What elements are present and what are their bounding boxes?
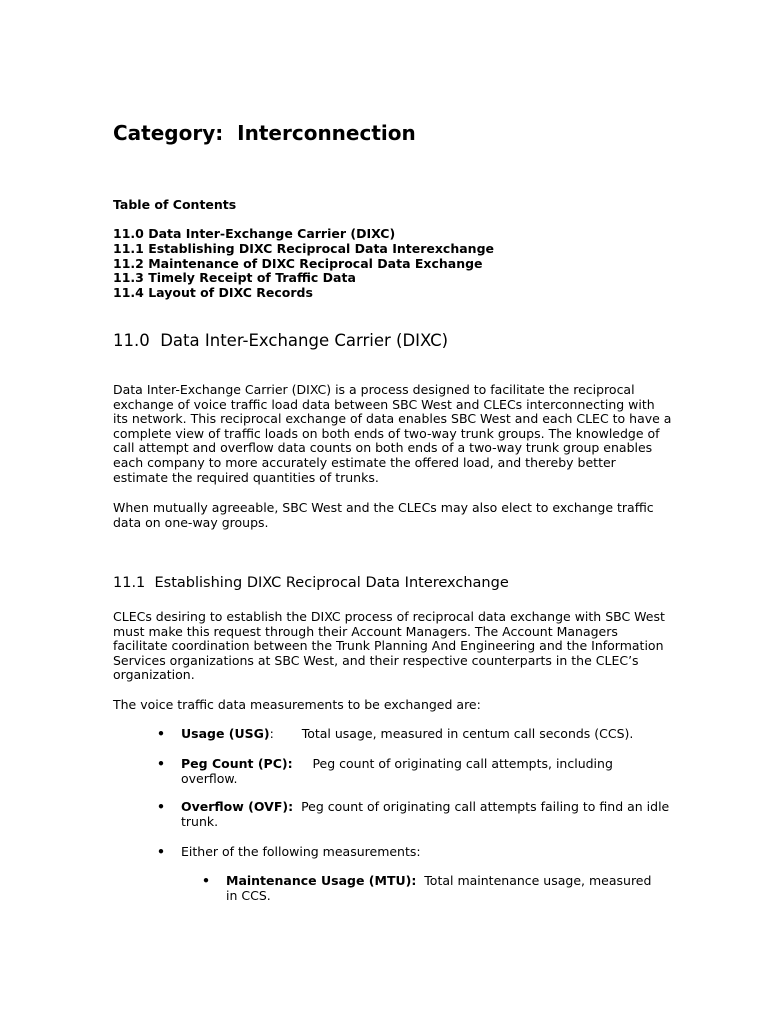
bullet-item-usage: [157, 726, 671, 742]
section-11-1-paragraph-1: CLECs desiring to establish the DIXC process of reciprocal data exchange with SBC West must make this request through their Account Managers. The Account Managers facilitate coordination between the Trunk Planning And Engineering and the Information Services organizations at SBC West, and their respective counterparts in the CLEC’s organization.: [113, 609, 665, 683]
bullet-item-either-measurements: [157, 844, 671, 860]
toc-item-11-3[interactable]: 11.3 Timely Receipt of Traffic Data: [113, 270, 356, 286]
section-11-1-paragraph-2: The voice traffic data measurements to be exchanged are:: [113, 697, 481, 712]
toc-item-11-2[interactable]: 11.2 Maintenance of DIXC Reciprocal Data Exchange: [113, 255, 483, 271]
bullet-term: Overflow (OVF):: [181, 799, 294, 814]
bullet-glyph: •: [157, 756, 165, 771]
toc-item-11-1[interactable]: 11.1 Establishing DIXC Reciprocal Data Interexchange: [113, 240, 494, 256]
bullet-text: Either of the following measurements:: [181, 844, 421, 859]
section-11-0-paragraph-2: When mutually agreeable, SBC West and the CLECs may also elect to exchange traffic data on one-way groups.: [113, 500, 654, 530]
section-heading-11-1: 11.1 Establishing DIXC Reciprocal Data Interexchange: [113, 575, 509, 591]
bullet-separator: [293, 799, 301, 814]
bullet-term: Usage (USG): [181, 726, 270, 741]
bullet-separator: [293, 756, 313, 771]
toc-heading: Table of Contents: [113, 197, 237, 212]
toc-item-11-0[interactable]: 11.0 Data Inter-Exchange Carrier (DIXC): [113, 226, 396, 241]
bullet-term: Maintenance Usage (MTU):: [226, 873, 417, 888]
bullet-glyph: •: [157, 844, 165, 859]
category-title: Category: Interconnection: [113, 121, 416, 145]
bullet-item-peg-count: [157, 756, 671, 786]
section-11-0-paragraph-1: Data Inter-Exchange Carrier (DIXC) is a process designed to facilitate the reciprocal exchange of voice traffic load data between SBC West and CLECs interconnecting with its network. This reciprocal exchange of data enables SBC West and each CLEC to have a complete view of traffic loads on both ends of two-way trunk groups. The knowledge of call attempt and overflow data counts on both ends of a two-way trunk group enables each company to more accurately estimate the offered load, and thereby better estimate the required quantities of trunks.: [113, 382, 672, 485]
toc-item-11-4[interactable]: 11.4 Layout of DIXC Records: [113, 285, 313, 301]
sub-bullet-item-maintenance-usage: [202, 873, 656, 903]
bullet-item-overflow: [157, 799, 671, 829]
section-heading-11-0: 11.0 Data Inter-Exchange Carrier (DIXC): [113, 331, 449, 350]
bullet-text: Peg count of originating call attempts, including overflow.: [181, 756, 613, 786]
bullet-glyph: •: [202, 873, 210, 888]
table-of-contents: [113, 227, 494, 301]
bullet-glyph: •: [157, 726, 165, 741]
bullet-text: Total maintenance usage, measured in CCS.: [226, 873, 652, 903]
bullet-term: Peg Count (PC):: [181, 756, 293, 771]
bullet-text: Total usage, measured in centum call seconds (CCS).: [301, 726, 634, 741]
bullet-separator: :: [269, 726, 302, 741]
bullet-glyph: •: [157, 799, 165, 814]
bullet-text: Peg count of originating call attempts failing to find an idle trunk.: [181, 799, 670, 829]
